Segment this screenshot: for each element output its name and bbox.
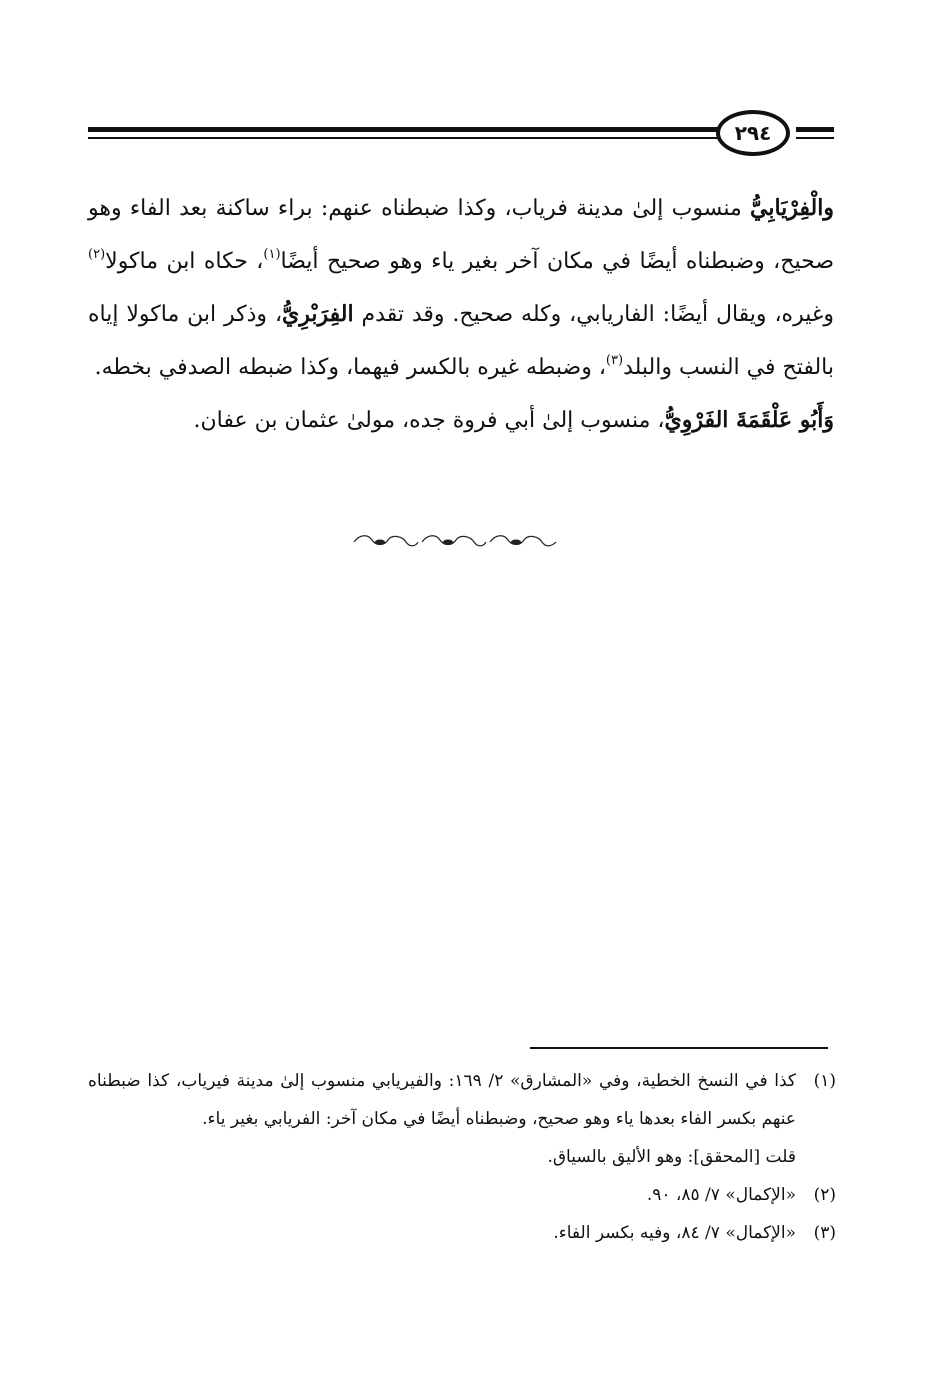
text-run: ، منسوب إلىٰ أبي فروة جده، مولىٰ عثمان بن عفان. [193, 408, 665, 433]
paragraph-2 [88, 394, 834, 447]
text-run: ، وذكر ابن ماكولا إياه بالفتح في النسب والبلد [88, 302, 834, 380]
footnote-ref-3[interactable]: (٣) [605, 353, 624, 368]
footnote-text: قلت [المحقق]: وهو الأليق بالسياق. [547, 1147, 796, 1167]
header-rule-thin [88, 137, 720, 139]
text-run: وغيره، ويقال أيضًا: الفاريابي، وكله صحيح. وقد تقدم [353, 302, 834, 327]
page-number: ٢٩٤ [716, 110, 790, 156]
footnote-text: كذا في النسخ الخطية، وفي «المشارق» ٢/ ١٦٩: والفيريابي منسوب إلىٰ مدينة فيرياب، كذا ضبطناه عنهم بكسر الفاء بعدها ياء وهو صحيح، وضبطناه أيضًا في مكان آخر: الفريابي بغير ياء. [88, 1071, 797, 1129]
text-run: ، حكاه ابن ماكولا [105, 249, 264, 274]
footnote-ref-1[interactable]: (١) [263, 247, 281, 262]
footnote-2 [88, 1176, 836, 1214]
text-run: منسوب إلىٰ مدينة فرياب، وكذا ضبطناه عنهم: براء ساكنة بعد الفاء وهو صحيح، وضبطناه أيضًا في مكان آخر بغير ياء وهو صحيح أيضًا [88, 196, 835, 274]
entry-term: والْفِرْيَابِيُّ [750, 195, 834, 221]
header-rule [88, 127, 720, 132]
footnote-number: (١) [813, 1071, 836, 1091]
footnote-3 [88, 1214, 836, 1252]
header-rule-right [796, 127, 834, 132]
footnote-text: «الإكمال» ٧/ ٨٤، وفيه بكسر الفاء. [553, 1223, 796, 1243]
section-divider-ornament [350, 530, 560, 554]
header-rule-right-thin [796, 137, 834, 139]
footnote-separator [530, 1047, 828, 1049]
paragraph-1 [88, 182, 834, 394]
entry-term: وَأَبُو عَلْقَمَةَ الفَرْوِيُّ [664, 407, 834, 433]
text-run: ، وضبطه غيره بالكسر فيهما، وكذا ضبطه الصدفي بخطه. [94, 355, 606, 380]
footnotes [88, 1062, 836, 1252]
footnote-body [88, 1176, 796, 1214]
cross-ref-term: الفِرَبْرِيُّ [282, 301, 354, 327]
footnote-body [88, 1062, 796, 1176]
main-text [88, 182, 834, 447]
page-header [88, 110, 833, 156]
footnote-1 [88, 1062, 836, 1176]
footnote-body [88, 1214, 796, 1252]
footnote-ref-2[interactable]: (٢) [88, 247, 106, 262]
footnote-number: (٣) [813, 1223, 836, 1243]
footnote-text: «الإكمال» ٧/ ٨٥، ٩٠. [646, 1185, 796, 1205]
footnote-number: (٢) [813, 1185, 836, 1205]
